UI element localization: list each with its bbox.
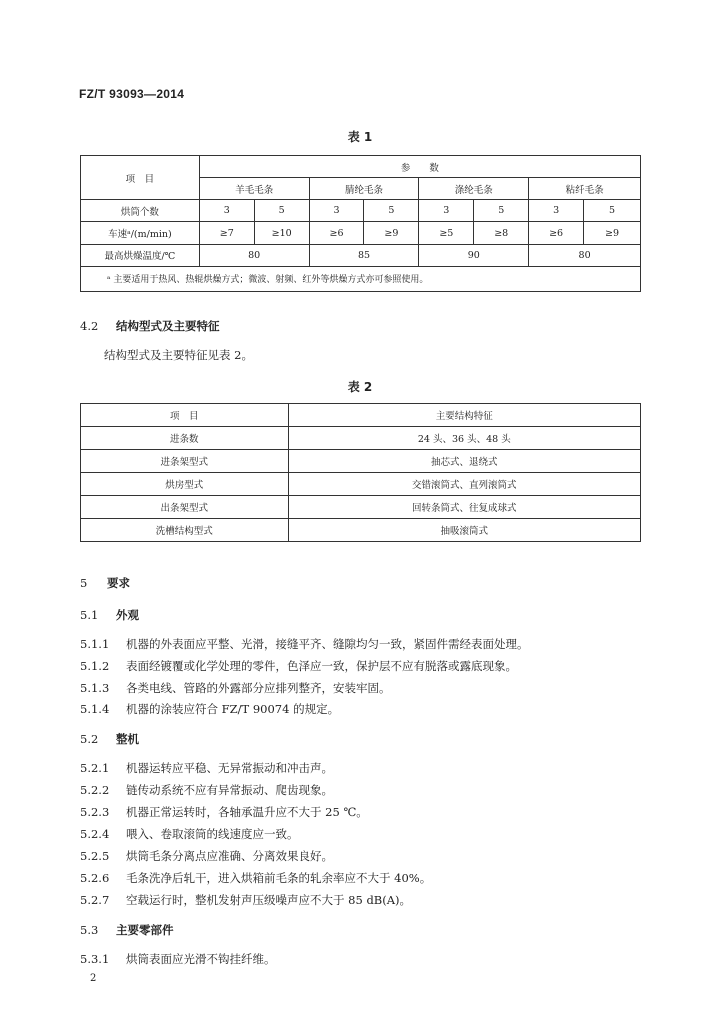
table-row: [81, 244, 641, 266]
cell: ≥10: [254, 222, 309, 244]
clause-5-1-1: [80, 636, 529, 652]
table2-caption: 表 2: [347, 380, 373, 394]
row-label: 车速ᵃ/(m/min): [81, 222, 200, 244]
row-label: 进条数: [81, 427, 289, 450]
row-label: 烘筒个数: [81, 200, 200, 222]
cell: 抽芯式、退绕式: [288, 450, 640, 473]
row-label: 进条架型式: [81, 450, 289, 473]
section-5-heading: [80, 575, 130, 591]
section-number: 5.2: [80, 732, 99, 746]
section-title: 结构型式及主要特征: [115, 319, 220, 333]
table2-head: 项 目: [81, 404, 289, 427]
section-5-2-heading: [80, 731, 139, 747]
clause-5-2-3: [80, 804, 368, 820]
section-title: 外观: [115, 608, 139, 622]
cell: 抽吸滚筒式: [288, 519, 640, 542]
section-number: 5.3: [80, 923, 99, 937]
clause-number: 5.1.1: [80, 637, 110, 651]
cell: 90: [419, 244, 529, 266]
clause-5-2-4: [80, 826, 299, 842]
cell: 85: [309, 244, 419, 266]
section-4-2-heading: [80, 318, 219, 334]
cell: 80: [199, 244, 309, 266]
clause-5-1-4: [80, 701, 339, 717]
clause-5-1-3: [80, 680, 391, 696]
clause-number: 5.2.7: [80, 893, 110, 907]
clause-number: 5.1.4: [80, 702, 110, 716]
clause-text: 机器正常运转时，各轴承温升应不大于 25 ℃。: [126, 805, 368, 819]
clause-number: 5.2.2: [80, 783, 110, 797]
table1-group: 羊毛毛条: [199, 178, 309, 200]
cell: ≥9: [364, 222, 419, 244]
section-title: 主要零部件: [115, 923, 174, 937]
clause-5-2-6: [80, 870, 431, 886]
section-number: 4.2: [80, 319, 99, 333]
table-row: [81, 496, 641, 519]
clause-number: 5.2.1: [80, 761, 110, 775]
cell: 5: [364, 200, 419, 222]
clause-number: 5.2.4: [80, 827, 110, 841]
clause-5-2-1: [80, 760, 333, 776]
table1-group: 涤纶毛条: [419, 178, 529, 200]
document-header: FZ/T 93093—2014: [79, 87, 185, 101]
clause-text: 表面经镀覆或化学处理的零件，色泽应一致，保护层不应有脱落或露底现象。: [126, 659, 517, 673]
table-row: [81, 473, 641, 496]
cell: 3: [529, 200, 584, 222]
section-title: 要求: [106, 576, 130, 590]
clause-text: 机器的外表面应平整、光滑，接缝平齐、缝隙均匀一致，紧固件需经表面处理。: [126, 637, 529, 651]
cell: 交错滚筒式、直列滚筒式: [288, 473, 640, 496]
page-number: 2: [90, 973, 97, 984]
row-label: 烘房型式: [81, 473, 289, 496]
clause-text: 烘筒毛条分离点应准确、分离效果良好。: [126, 849, 333, 863]
clause-5-3-1: [80, 951, 276, 967]
cell: 5: [584, 200, 641, 222]
clause-number: 5.1.3: [80, 681, 110, 695]
row-label: 出条架型式: [81, 496, 289, 519]
section-5-3-heading: [80, 922, 173, 938]
clause-5-2-7: [80, 892, 411, 908]
cell: ≥6: [309, 222, 364, 244]
cell: ≥7: [199, 222, 254, 244]
clause-text: 各类电线、管路的外露部分应排列整齐，安装牢固。: [126, 681, 391, 695]
cell: 3: [309, 200, 364, 222]
cell: ≥6: [529, 222, 584, 244]
clause-text: 机器的涂装应符合 FZ/T 90074 的规定。: [126, 702, 340, 716]
table-row: [81, 519, 641, 542]
clause-5-1-2: [80, 658, 517, 674]
clause-number: 5.1.2: [80, 659, 110, 673]
table-row: [81, 450, 641, 473]
table1-caption: 表 1: [347, 130, 373, 144]
table2: [80, 403, 641, 542]
section-4-2-text: 结构型式及主要特征见表 2。: [104, 348, 253, 362]
table1-params-header: 参 数: [199, 156, 640, 178]
cell: 80: [529, 244, 641, 266]
clause-5-2-5: [80, 848, 333, 864]
table1: [80, 155, 641, 292]
table1-item-header: 项 目: [81, 156, 200, 200]
table1-group: 腈纶毛条: [309, 178, 419, 200]
clause-5-2-2: [80, 782, 333, 798]
table-row: [81, 427, 641, 450]
clause-number: 5.2.6: [80, 871, 110, 885]
clause-text: 喂入、卷取滚筒的线速度应一致。: [126, 827, 299, 841]
row-label: 最高烘燥温度/℃: [81, 244, 200, 266]
table2-head: 主要结构特征: [288, 404, 640, 427]
cell: ≥5: [419, 222, 474, 244]
clause-number: 5.2.5: [80, 849, 110, 863]
cell: 24 头、36 头、48 头: [288, 427, 640, 450]
section-number: 5: [80, 576, 88, 590]
clause-text: 空载运行时，整机发射声压级噪声应不大于 85 dB(A)。: [126, 893, 412, 907]
clause-text: 链传动系统不应有异常振动、爬齿现象。: [126, 783, 333, 797]
cell: 回转条筒式、往复成球式: [288, 496, 640, 519]
cell: 5: [254, 200, 309, 222]
cell: 3: [419, 200, 474, 222]
section-5-1-heading: [80, 607, 139, 623]
cell: ≥9: [584, 222, 641, 244]
clause-number: 5.3.1: [80, 952, 110, 966]
table-row: [81, 222, 641, 244]
cell: ≥8: [474, 222, 529, 244]
cell: 5: [474, 200, 529, 222]
table1-footnote: ᵃ 主要适用于热风、热辊烘燥方式；微波、射频、红外等烘燥方式亦可参照使用。: [81, 266, 641, 291]
table-row: [81, 200, 641, 222]
section-number: 5.1: [80, 608, 99, 622]
cell: 3: [199, 200, 254, 222]
clause-number: 5.2.3: [80, 805, 110, 819]
clause-text: 烘筒表面应光滑不钩挂纤维。: [126, 952, 276, 966]
clause-text: 机器运转应平稳、无异常振动和冲击声。: [126, 761, 333, 775]
table1-group: 粘纤毛条: [529, 178, 641, 200]
section-title: 整机: [115, 732, 139, 746]
row-label: 洗槽结构型式: [81, 519, 289, 542]
clause-text: 毛条洗净后轧干，进入烘箱前毛条的轧余率应不大于 40%。: [126, 871, 432, 885]
